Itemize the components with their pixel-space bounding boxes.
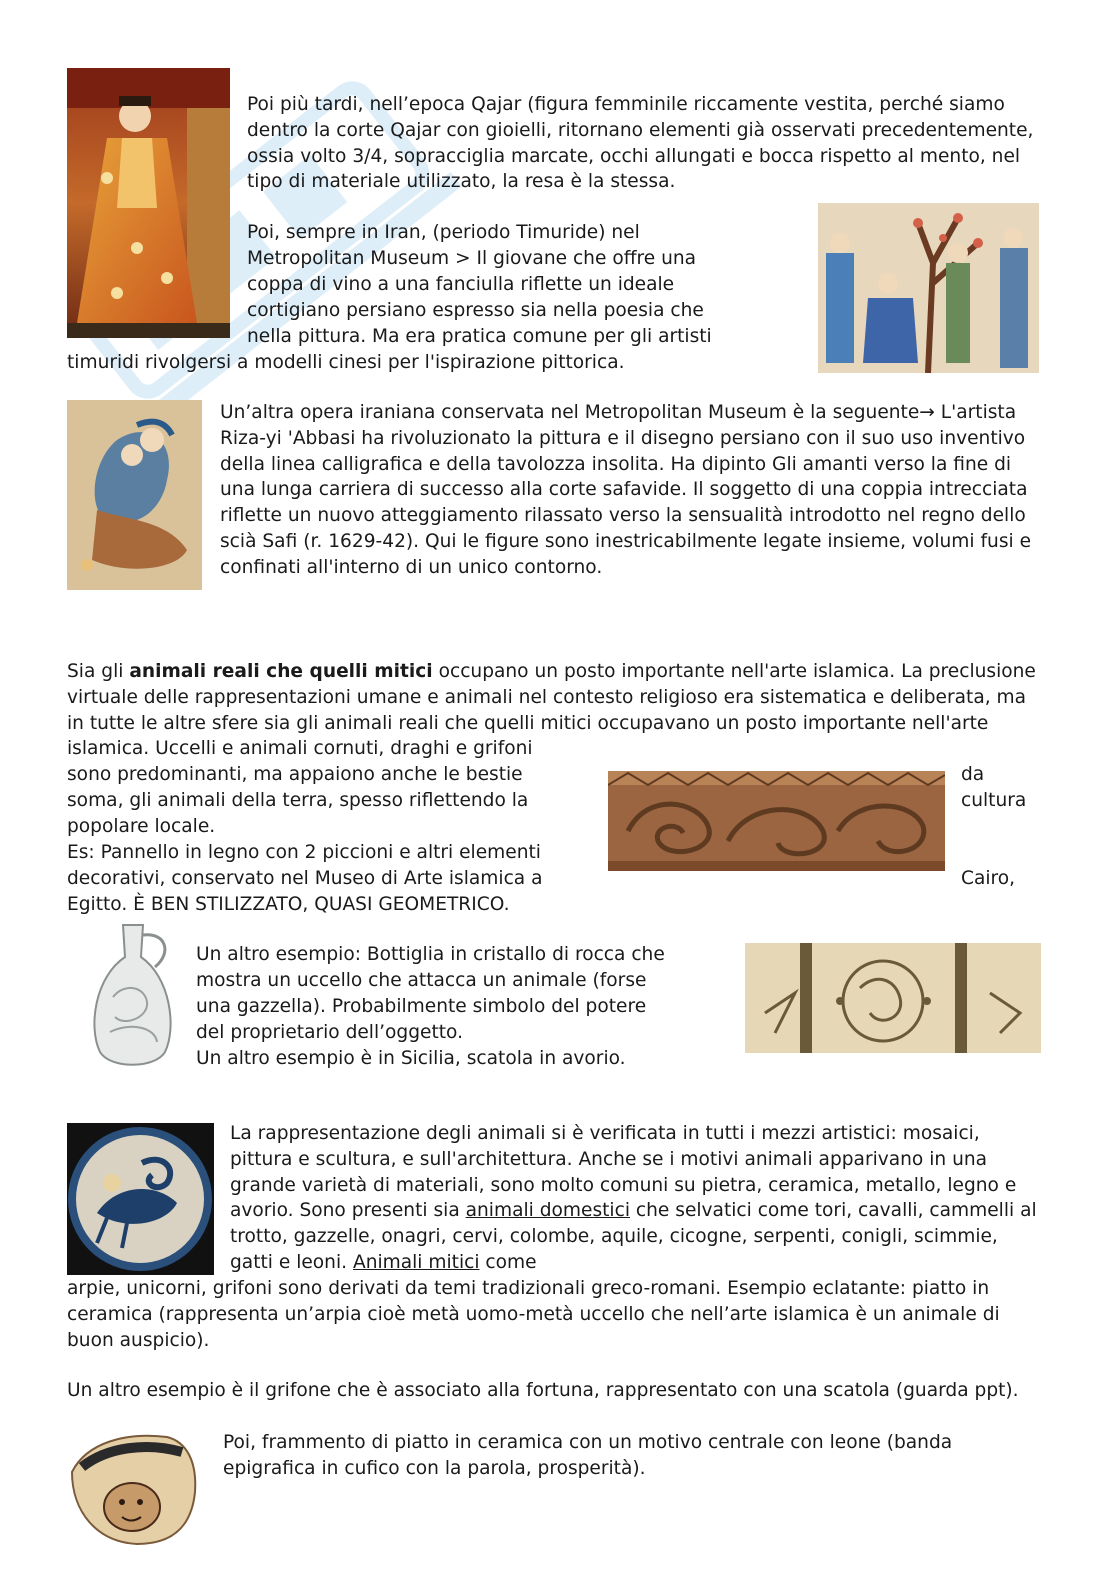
- paragraph-harpy-tail: arpie, unicorni, grifoni sono derivati da temi tradizionali greco-romani. Esempio eclatante: piatto in ceramica (rappresenta un’arpia cioè metà uomo-metà uccello che nell’arte islamica è un animale di buon auspicio).: [67, 1278, 1000, 1351]
- wooden-panel-image: [608, 771, 945, 871]
- paragraph-qajar: Poi più tardi, nell’epoca Qajar (figura femminile riccamente vestita, perché siamo dentro la corte Qajar con gioielli, ritornano elementi già osservati precedentemente, ossia volto 3/4, sopracciglia marcate, occhi allungati e bocca rispetto al mento, nel tipo di materiale utilizzato, la resa è la stessa.: [247, 94, 1034, 193]
- paragraph-animals-intro: [67, 659, 1042, 762]
- harpy-plate-image: [67, 1123, 214, 1275]
- animals-line2-right: cultura: [961, 790, 1027, 811]
- mythical-animals-underlined: Animali mitici: [352, 1251, 480, 1273]
- lovers-painting-image: [67, 400, 202, 590]
- animals-line3: popolare locale.: [67, 816, 216, 837]
- paragraph-timurid-line2: Metropolitan Museum > Il giovane che offre una: [247, 248, 697, 269]
- paragraph-animal-representation: [230, 1121, 1042, 1276]
- ivory-box-image: [745, 943, 1041, 1053]
- crystal-ewer-image: [85, 917, 180, 1072]
- crystal-line4: del proprietario dell’oggetto.: [196, 1022, 464, 1043]
- animals-intro-pre: Sia gli: [67, 661, 130, 682]
- paragraph-timurid-line1: Poi, sempre in Iran, (periodo Timuride) nel: [247, 222, 640, 243]
- paragraph-griffin: Un altro esempio è il grifone che è associato alla fortuna, rappresentato con una scatola (guarda ppt).: [67, 1380, 1019, 1401]
- representation-part-a: La rappresentazione degli animali si è verificata in tutti i mezzi artistici: mosaici, pittura e scultura, e sull'architettura. Anche se i motivi animali apparivano in una grande varietà di materiali, sono molto comuni su pietra, ceramica, metallo, legno e avorio. Sono presenti sia: [230, 1123, 1017, 1222]
- crystal-line5: Un altro esempio è in Sicilia, scatola in avorio.: [196, 1048, 626, 1069]
- paragraph-timurid-line5: nella pittura. Ma era pratica comune per gli artisti: [247, 326, 712, 347]
- paragraph-timurid-line6: timuridi rivolgersi a modelli cinesi per l'ispirazione pittorica.: [67, 352, 625, 373]
- qajar-painting-image: [67, 68, 230, 338]
- crystal-line1: Un altro esempio: Bottiglia in cristallo di rocca che: [196, 944, 665, 965]
- animals-line5-right: Cairo,: [961, 868, 1016, 889]
- paragraph-lovers: Un’altra opera iraniana conservata nel Metropolitan Museum è la seguente→ L'artista Riza-yi 'Abbasi ha rivoluzionato la pittura e il disegno persiano con il suo uso inventivo della linea calligrafica e della tavolozza insolita. Ha dipinto Gli amanti verso la fine di una lunga carriera di successo alla corte safavide. Il soggetto di una coppia intrecciata riflette un nuovo atteggiamento rilassato verso la sensualità introdotto nel regno dello scià Safi (r. 1629-42). Qui le figure sono inestricabilmente legate insieme, volumi fusi e confinati all'interno di un unico contorno.: [220, 402, 1032, 578]
- paragraph-timurid-line4: cortigiano persiano espresso sia nella poesia che: [247, 300, 704, 321]
- animals-intro-bold: animali reali che quelli mitici: [129, 661, 433, 682]
- domestic-animals-underlined: animali domestici: [465, 1200, 630, 1222]
- representation-part-c: come: [479, 1251, 537, 1273]
- animals-line1: sono predominanti, ma appaiono anche le bestie: [67, 764, 523, 785]
- representation-part-b: che selvatici come tori, cavalli, cammelli al trotto, gazzelle, onagri, cervi, colombe, aquile, cicogne, serpenti, conigli, scimmie, gatti e leoni.: [230, 1200, 1037, 1273]
- timurid-painting-image: [818, 203, 1039, 373]
- animals-line4: Es: Pannello in legno con 2 piccioni e altri elementi: [67, 842, 541, 863]
- crystal-line2: mostra un uccello che attacca un animale (forse: [196, 970, 647, 991]
- crystal-line3: una gazzella). Probabilmente simbolo del potere: [196, 996, 647, 1017]
- paragraph-timurid-line3: coppa di vino a una fanciulla riflette un ideale: [247, 274, 675, 295]
- ceramic-fragment-image: [67, 1432, 202, 1547]
- paragraph-ceramic-fragment: Poi, frammento di piatto in ceramica con un motivo centrale con leone (banda epigrafica in cufico con la parola, prosperità).: [223, 1432, 953, 1479]
- animals-line2: soma, gli animali della terra, spesso riflettendo la: [67, 790, 529, 811]
- animals-line1-right: da: [961, 764, 985, 785]
- animals-intro-post: occupano un posto importante nell'arte islamica. La preclusione virtuale delle rappresentazioni umane e animali nel contesto religioso era sistematica e deliberata, ma in tutte le altre sfere sia gli animali reali che quelli mitici occupavano un posto importante nell'arte islamica. Uccelli e animali cornuti, draghi e grifoni: [67, 661, 1036, 760]
- animals-line5: decorativi, conservato nel Museo di Arte islamica a: [67, 868, 543, 889]
- animals-line6: Egitto. È BEN STILIZZATO, QUASI GEOMETRICO.: [67, 894, 510, 915]
